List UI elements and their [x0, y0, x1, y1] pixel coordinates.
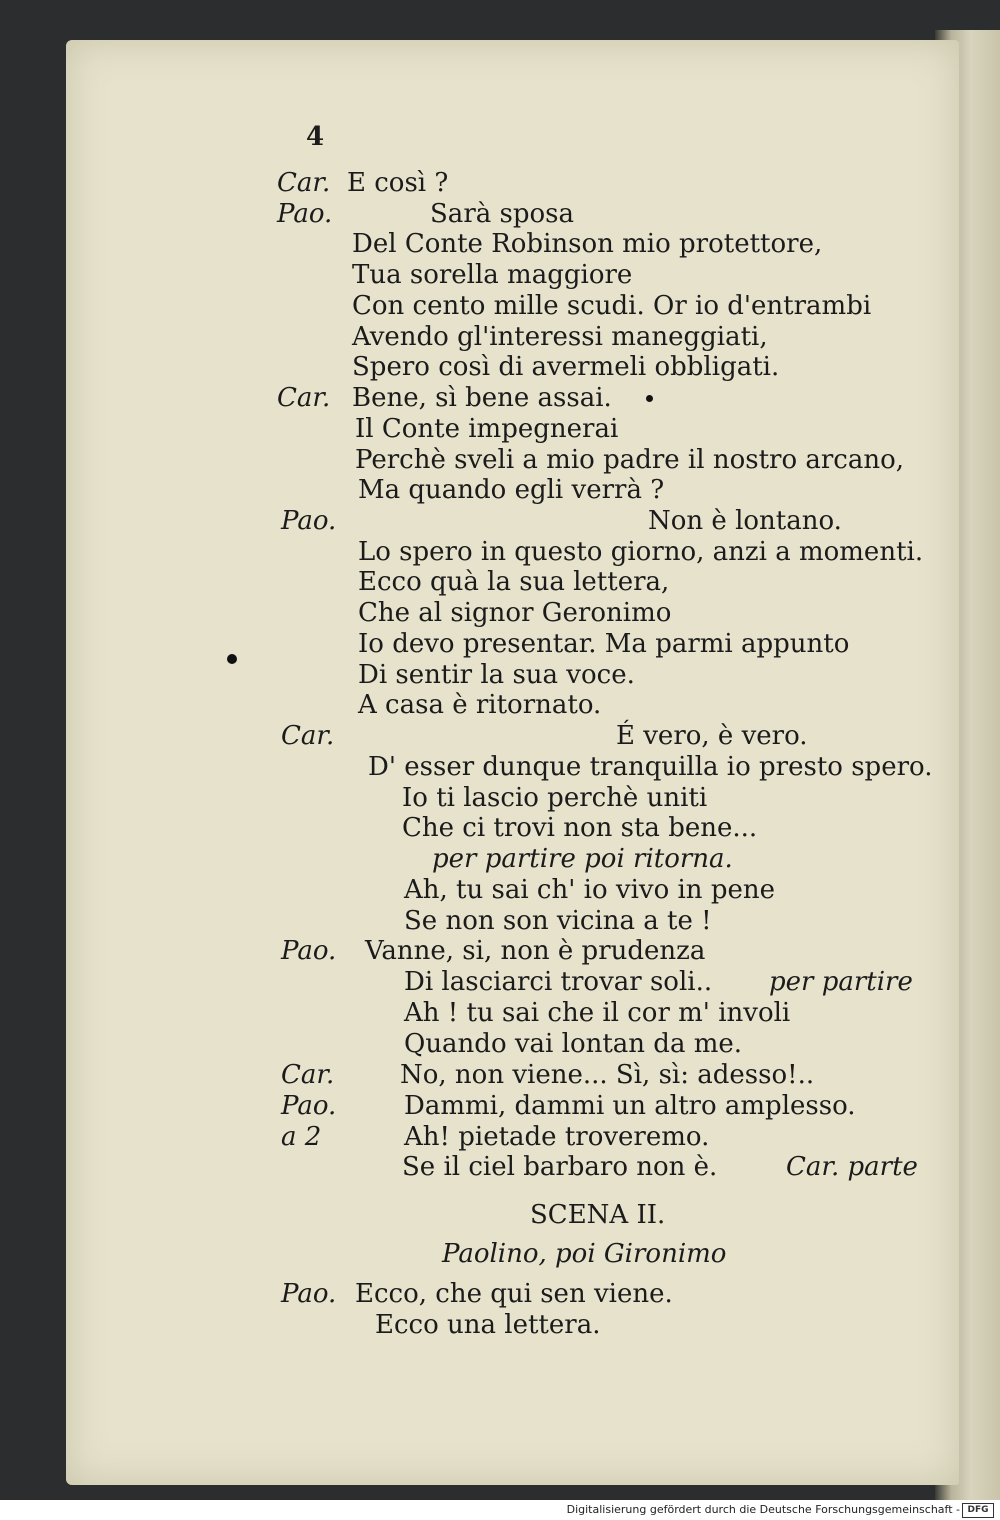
verse-line: Che ci trovi non sta bene... — [402, 813, 758, 843]
speaker-label: Pao. — [281, 1279, 337, 1309]
verse-line: Ah! pietade troveremo. — [404, 1122, 710, 1152]
verse-line: Di lasciarci trovar soli.. — [404, 967, 713, 997]
stage-direction: Car. parte — [786, 1152, 918, 1182]
speaker-label: Car. — [277, 383, 331, 413]
verse-line: É vero, è vero. — [616, 721, 808, 751]
verse-line: Che al signor Geronimo — [358, 598, 672, 628]
verse-line: Bene, sì bene assai. — [352, 383, 612, 413]
stage-direction: per partire — [769, 967, 913, 997]
speaker-label: Pao. — [281, 506, 337, 536]
verse-line: Dammi, dammi un altro amplesso. — [404, 1091, 856, 1121]
verse-line: Ah ! tu sai che il cor m' involi — [404, 998, 791, 1028]
verse-line: Vanne, si, non è prudenza — [365, 936, 706, 966]
verse-line: Lo spero in questo giorno, anzi a momenti. — [358, 537, 924, 567]
speaker-label: Pao. — [277, 199, 333, 229]
verse-line: Ma quando egli verrà ? — [358, 475, 665, 505]
ink-spot — [227, 654, 237, 664]
verse-line: Quando vai lontan da me. — [404, 1029, 743, 1059]
verse-line: A casa è ritornato. — [358, 690, 602, 720]
verse-line: Spero così di avermeli obbligati. — [352, 352, 780, 382]
stage-direction: per partire poi ritorna. — [432, 844, 733, 874]
footer-credit: Digitalisierung gefördert durch die Deutsche Forschungsgemeinschaft - — [566, 1503, 960, 1516]
verse-line: Avendo gl'interessi maneggiati, — [352, 322, 768, 352]
verse-line: No, non viene... Sì, sì: adesso!.. — [400, 1060, 815, 1090]
speaker-label: Car. — [281, 1060, 335, 1090]
verse-line: Sarà sposa — [430, 199, 574, 229]
verse-line: D' esser dunque tranquilla io presto spero. — [368, 752, 933, 782]
footer-bar — [0, 1500, 1000, 1520]
verse-line: Perchè sveli a mio padre il nostro arcano, — [355, 445, 905, 475]
ink-spot — [646, 395, 653, 402]
verse-line: Io ti lascio perchè uniti — [402, 783, 708, 813]
verse-line: E così ? — [347, 168, 449, 198]
verse-line: Ecco quà la sua lettera, — [358, 567, 670, 597]
verse-line: Del Conte Robinson mio protettore, — [352, 229, 823, 259]
verse-line: Il Conte impegnerai — [355, 414, 619, 444]
speaker-label: Car. — [281, 721, 335, 751]
verse-line: Con cento mille scudi. Or io d'entrambi — [352, 291, 872, 321]
speaker-label: Pao. — [281, 1091, 337, 1121]
dfg-logo: DFG — [962, 1503, 994, 1518]
scene-characters: Paolino, poi Gironimo — [442, 1239, 727, 1269]
verse-line: Se non son vicina a te ! — [404, 906, 712, 936]
verse-line: Ah, tu sai ch' io vivo in pene — [404, 875, 775, 905]
speaker-label: Car. — [277, 168, 331, 198]
page-number: 4 — [306, 122, 325, 152]
speaker-label: Pao. — [281, 936, 337, 966]
verse-line: Ecco, che qui sen viene. — [355, 1279, 673, 1309]
speaker-label: a 2 — [281, 1122, 322, 1152]
verse-line: Ecco una lettera. — [375, 1310, 601, 1340]
verse-line: Se il ciel barbaro non è. — [402, 1152, 718, 1182]
verse-line: Tua sorella maggiore — [352, 260, 633, 290]
scene-title: SCENA II. — [530, 1200, 666, 1230]
verse-line: Io devo presentar. Ma parmi appunto — [358, 629, 850, 659]
verse-line: Di sentir la sua voce. — [358, 660, 635, 690]
verse-line: Non è lontano. — [648, 506, 842, 536]
